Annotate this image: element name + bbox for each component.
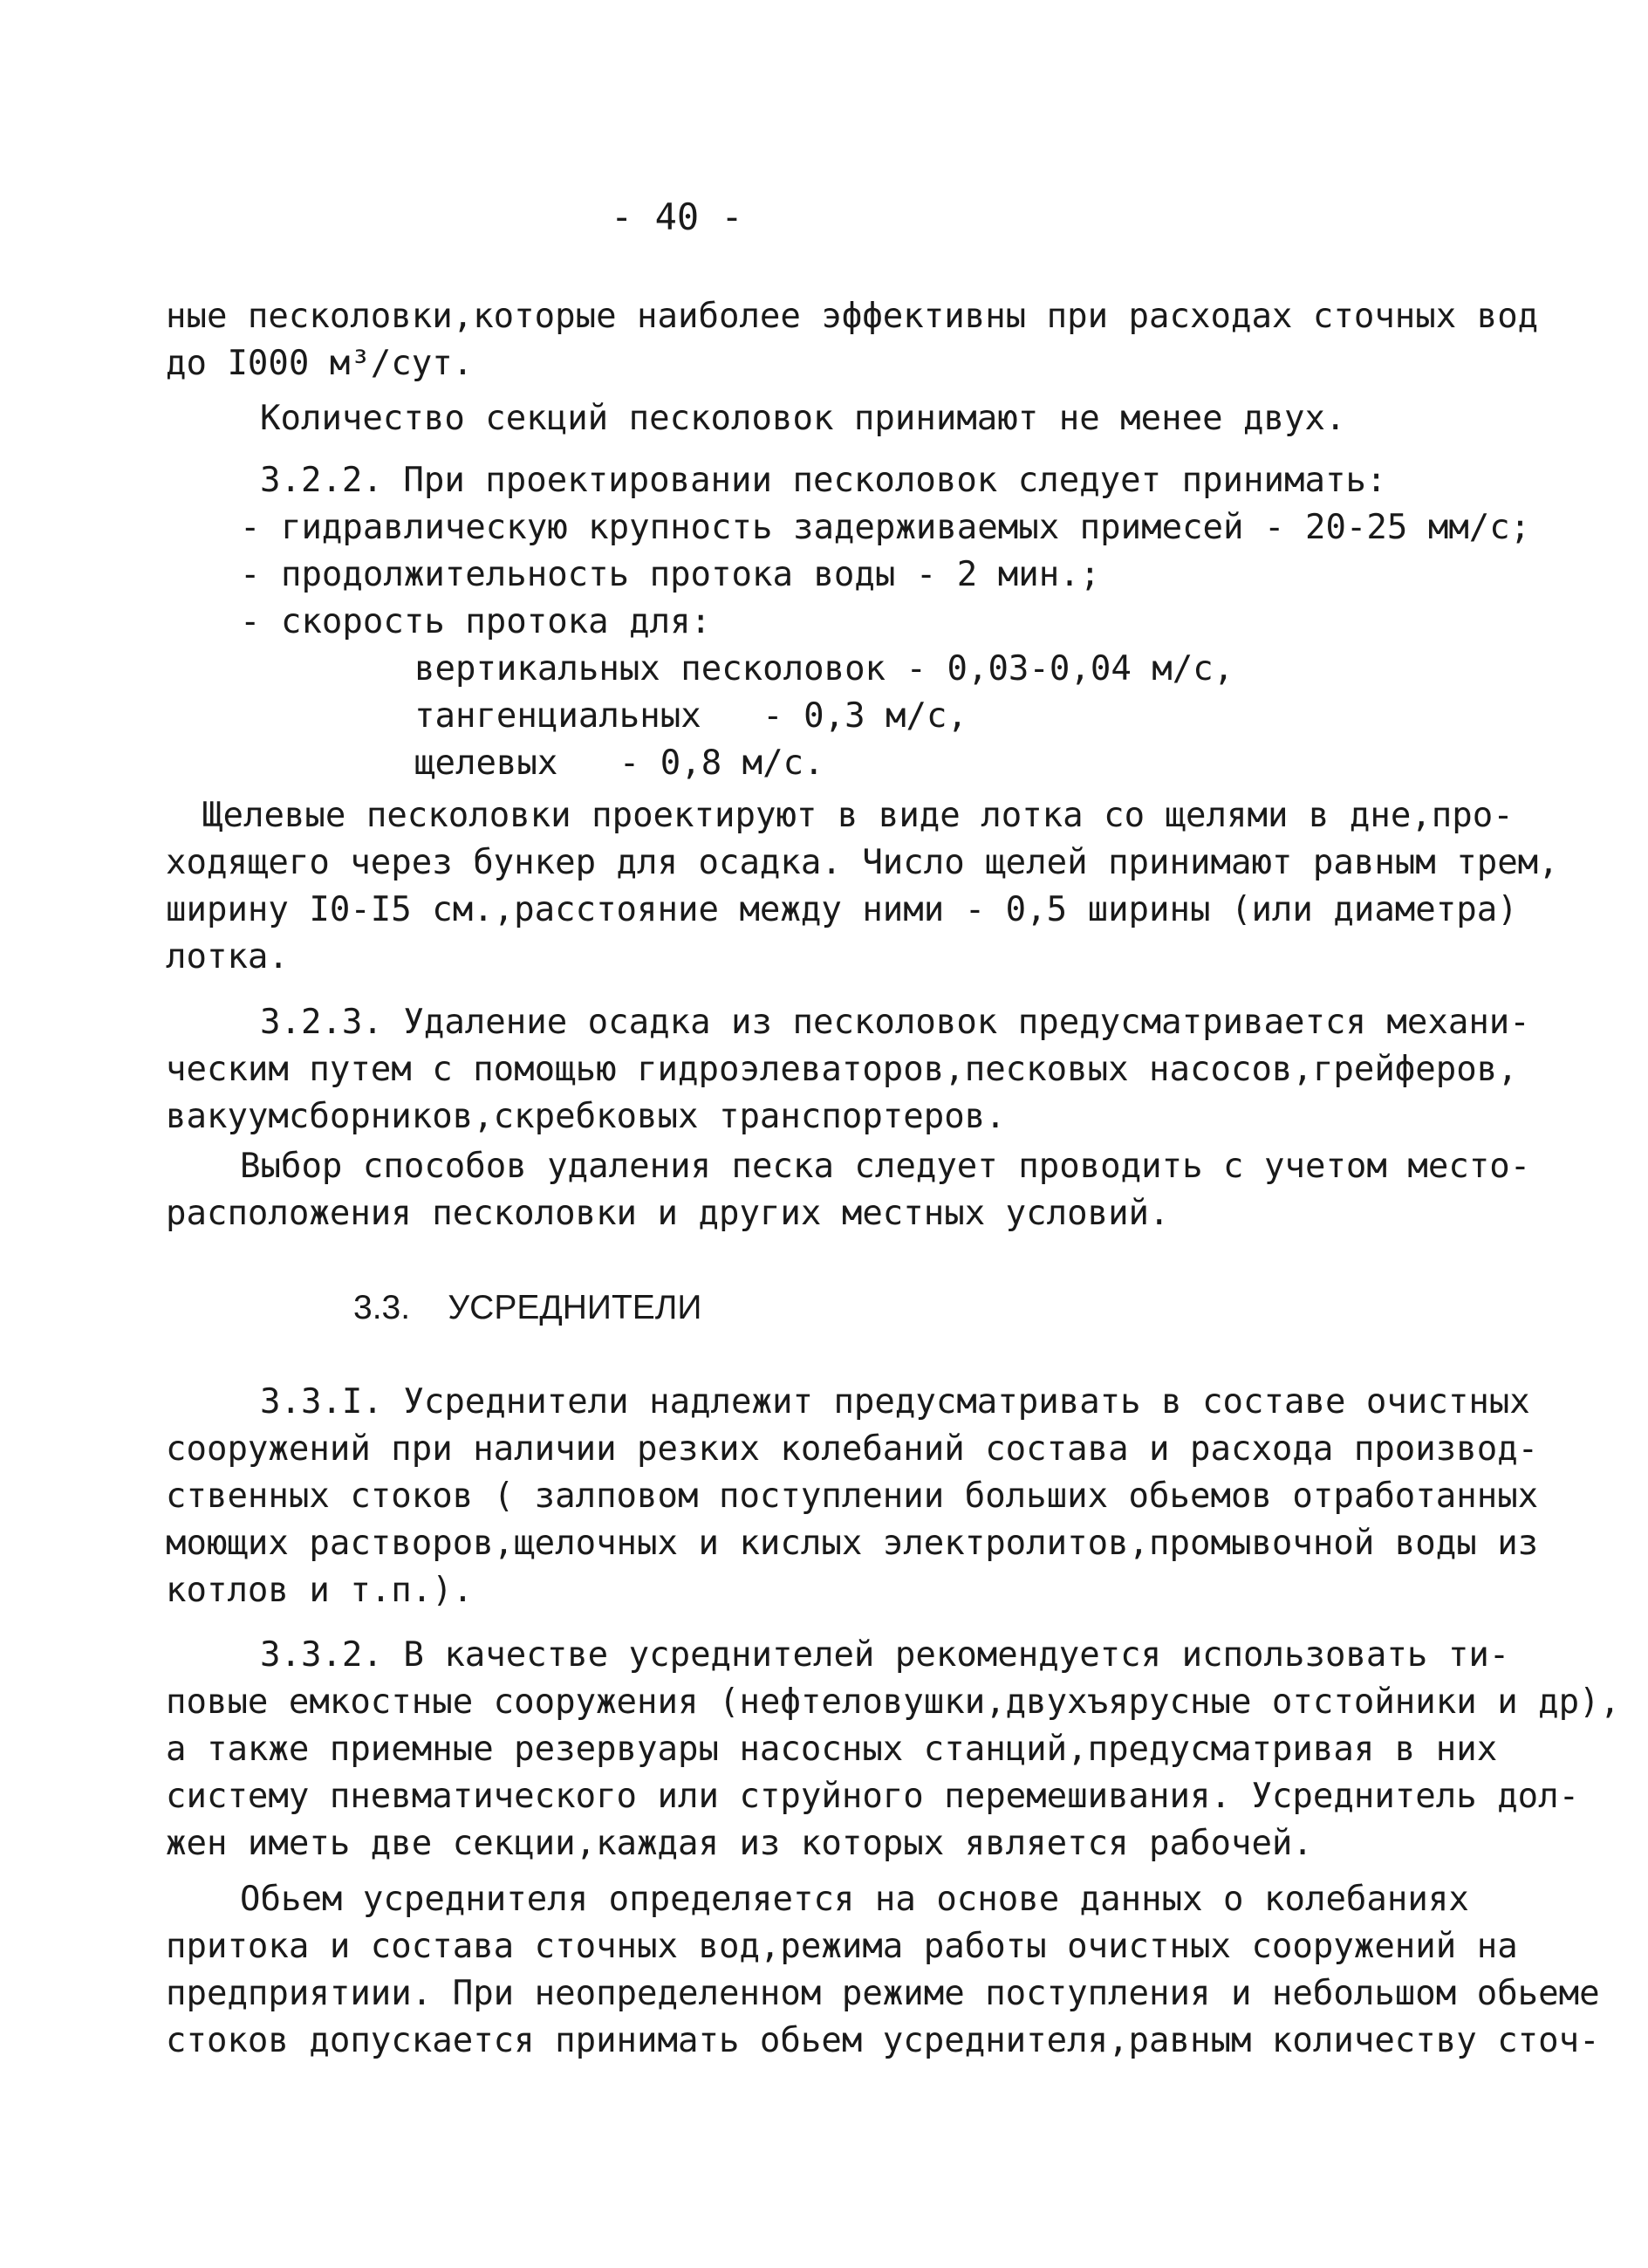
text-line: предприятиии. При неопределенном режиме поступления и небольшом обьеме	[166, 1974, 1600, 2013]
list-item: - скорость протока для:	[240, 602, 712, 641]
text-line: ные песколовки,которые наиболее эффективны при расходах сточных вод	[166, 297, 1539, 336]
list-item: - гидравлическую крупность задерживаемых примесей - 20-25 мм/с;	[240, 508, 1531, 547]
text-line: повые емкостные сооружения (нефтеловушки,двухъярусные отстойники и др),	[166, 1682, 1621, 1722]
text-line: ширину I0-I5 см.,расстояние между ними - 0,5 ширины (или диаметра)	[166, 890, 1518, 929]
text-line: лотка.	[166, 937, 289, 976]
text-line: систему пневматического или струйного перемешивания. Усреднитель дол-	[166, 1777, 1580, 1816]
list-subitem: щелевых - 0,8 м/с.	[414, 743, 824, 783]
section-paragraph-3-3-1: 3.3.I. Усреднители надлежит предусматривать в составе очистных	[260, 1382, 1530, 1422]
text-line: расположения песколовки и других местных условий.	[166, 1194, 1170, 1233]
text-line: Выбор способов удаления песка следует проводить с учетом место-	[240, 1147, 1531, 1186]
text-line: котлов и т.п.).	[166, 1571, 474, 1610]
text-line: ственных стоков ( залповом поступлении больших обьемов отработанных	[166, 1477, 1539, 1516]
text-line: а также приемные резервуары насосных станций,предусматривая в них	[166, 1730, 1498, 1769]
text-line: притока и состава сточных вод,режима работы очистных сооружений на	[166, 1927, 1518, 1966]
text-line: жен иметь две секции,каждая из которых является рабочей.	[166, 1824, 1313, 1863]
text-line: Щелевые песколовки проектируют в виде лотка со щелями в дне,про-	[202, 796, 1514, 835]
text-line: стоков допускается принимать обьем усреднителя,равным количеству сточ-	[166, 2021, 1600, 2060]
text-line: моющих растворов,щелочных и кислых электролитов,промывочной воды из	[166, 1524, 1539, 1563]
text-line: ческим путем с помощью гидроэлеваторов,песковых насосов,грейферов,	[166, 1050, 1518, 1089]
text-line: ходящего через бункер для осадка. Число щелей принимают равным трем,	[166, 843, 1559, 882]
list-subitem: тангенциальных - 0,3 м/с,	[414, 696, 968, 736]
section-paragraph-3-2-3: 3.2.3. Удаление осадка из песколовок предусматривается механи-	[260, 1003, 1530, 1042]
text-line: вакуумсборников,скребковых транспортеров.	[166, 1097, 1006, 1136]
list-item: - продолжительность протока воды - 2 мин.;	[240, 555, 1101, 594]
text-line: Количество секций песколовок принимают не менее двух.	[260, 399, 1346, 438]
list-subitem: вертикальных песколовок - 0,03-0,04 м/с,	[414, 649, 1234, 689]
section-heading: 3.3. УСРЕДНИТЕЛИ	[353, 1289, 702, 1326]
text-line: до I000 м³/сут.	[166, 344, 474, 383]
text-line: Обьем усреднителя определяется на основе данных о колебаниях	[240, 1880, 1469, 1919]
section-paragraph-3-2-2: 3.2.2. При проектировании песколовок следует принимать:	[260, 461, 1387, 500]
text-line: сооружений при наличии резких колебаний состава и расхода производ-	[166, 1429, 1539, 1469]
section-paragraph-3-3-2: 3.3.2. В качестве усреднителей рекомендуется использовать ти-	[260, 1635, 1510, 1675]
page-number: - 40 -	[611, 195, 743, 238]
